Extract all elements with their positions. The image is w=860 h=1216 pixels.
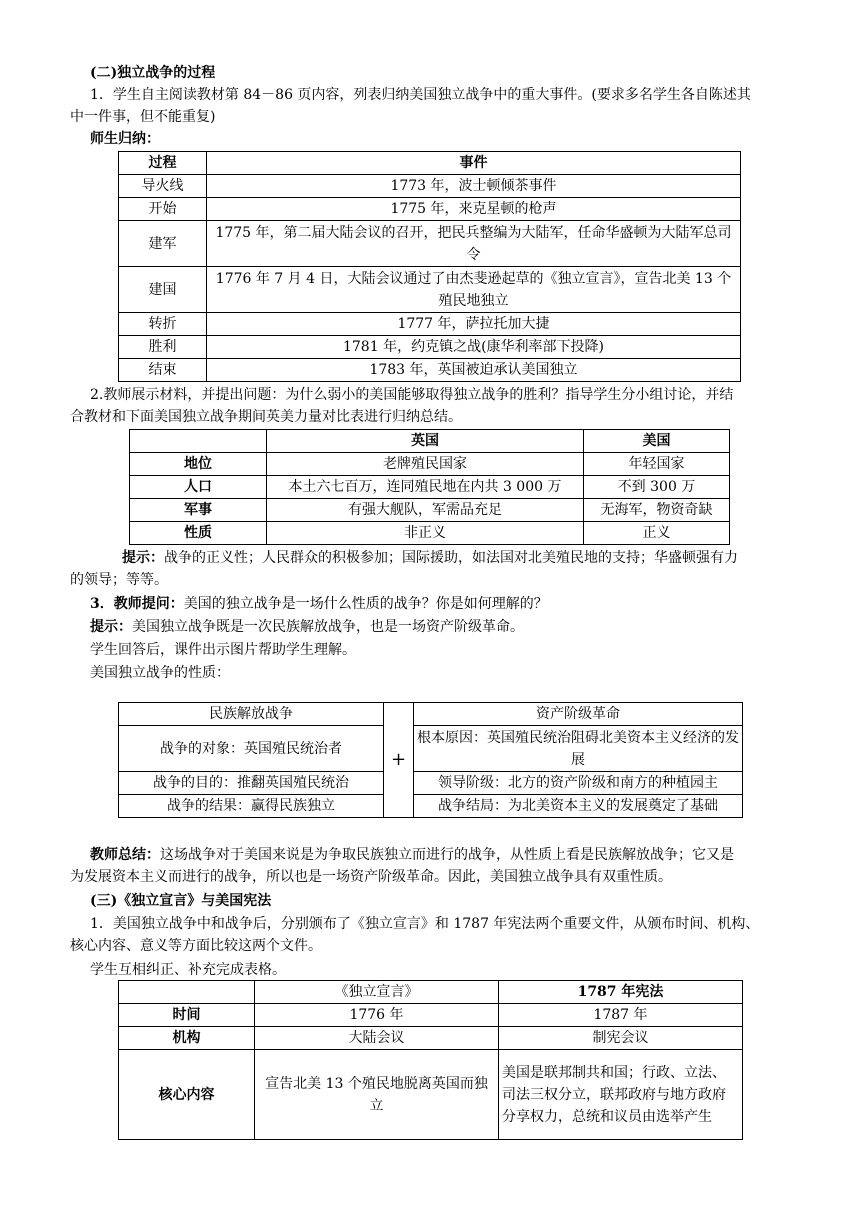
section-heading-war-process: (二)独立战争的过程 xyxy=(90,65,216,81)
row-label: 人口 xyxy=(130,476,267,499)
question-1-line-1: 1．学生自主阅读教材第 84－86 页内容，列表归纳美国独立战争中的重大事件。(要求多名学生各自陈述其 xyxy=(90,87,751,103)
question-3 xyxy=(90,593,548,615)
event-cell: 1781 年，约克镇之战(康华利率部下投降) xyxy=(207,336,741,359)
war-nature-label: 美国独立战争的性质： xyxy=(90,665,230,681)
question-2-line-1: 2.教师展示材料，并提出问题：为什么弱小的美国能够取得独立战争的胜利？指导学生分小组讨论，并结 xyxy=(90,387,734,403)
question-3-text: 美国的独立战争是一场什么性质的战争？你是如何理解的？ xyxy=(183,596,548,612)
table-row xyxy=(119,313,741,336)
row-label: 机构 xyxy=(119,1027,255,1050)
header-blank xyxy=(119,981,255,1004)
row-label: 核心内容 xyxy=(119,1050,255,1140)
summary-label: 师生归纳： xyxy=(90,131,160,147)
teacher-summary xyxy=(70,844,790,888)
hint-label: 提示： xyxy=(122,550,164,566)
national-liberation-title: 民族解放战争 xyxy=(119,703,384,726)
event-cell: 1783 年，英国被迫承认美国独立 xyxy=(207,359,741,382)
row-label: 军事 xyxy=(130,499,267,522)
uk-cell: 本土六七百万，连同殖民地在内共 3 000 万 xyxy=(267,476,584,499)
stage-cell: 转折 xyxy=(119,313,207,336)
stage-cell: 建军 xyxy=(119,221,207,267)
student-answer-line: 学生回答后，课件出示图片帮助学生理解。 xyxy=(90,642,356,658)
question-2-line-2: 合教材和下面美国独立战争期间英美力量对比表进行归纳总结。 xyxy=(70,409,462,425)
header-constitution: 1787 年宪法 xyxy=(499,981,743,1004)
row-label: 时间 xyxy=(119,1004,255,1027)
question-s3-1-line-1: 1．美国独立战争中和战争后，分别颁布了《独立宣言》和 1787 年宪法两个重要文件，从颁布时间、机构、 xyxy=(90,916,760,932)
table-row xyxy=(119,772,743,795)
question-s3-1-line-2: 核心内容、意义等方面比较这两个文件。 xyxy=(70,938,322,954)
event-cell: 1773 年，波士顿倾茶事件 xyxy=(207,175,741,198)
us-cell: 年轻国家 xyxy=(584,453,730,476)
table-row xyxy=(119,1027,743,1050)
hint-2-text: 美国独立战争既是一次民族解放战争，也是一场资产阶级革命。 xyxy=(132,619,524,635)
hint-1-text: 战争的正义性；人民群众的积极参加；国际援助，如法国对北美殖民地的支持；华盛顿强有力 xyxy=(164,550,738,566)
right-cell: 战争结局：为北美资本主义的发展奠定了基础 xyxy=(414,795,743,818)
plus-sign: + xyxy=(384,703,414,818)
uk-cell: 有强大舰队，军需品充足 xyxy=(267,499,584,522)
teacher-summary-line-2: 为发展资本主义而进行的战争，所以也是一场资产阶级革命。因此，美国独立战争具有双重性质。 xyxy=(70,869,672,885)
uk-cell: 老牌殖民国家 xyxy=(267,453,584,476)
table-row xyxy=(119,336,741,359)
stage-cell: 胜利 xyxy=(119,336,207,359)
event-cell: 1775 年，来克星顿的枪声 xyxy=(207,198,741,221)
table-row xyxy=(130,522,730,545)
us-cell: 不到 300 万 xyxy=(584,476,730,499)
declaration-cell: 宣告北美 13 个殖民地脱离英国而独立 xyxy=(255,1050,499,1140)
table-header-row xyxy=(119,152,741,175)
table-row xyxy=(119,221,741,267)
hint-1-line-1 xyxy=(70,547,790,569)
section-heading-declaration: (三)《独立宣言》与美国宪法 xyxy=(90,893,272,909)
table-row xyxy=(119,359,741,382)
row-label: 地位 xyxy=(130,453,267,476)
table-row xyxy=(119,1004,743,1027)
us-cell: 无海军，物资奇缺 xyxy=(584,499,730,522)
table-row xyxy=(119,1050,743,1140)
header-us: 美国 xyxy=(584,430,730,453)
hint-1-line-2: 的领导；等等。 xyxy=(70,572,168,588)
table-row xyxy=(119,175,741,198)
war-nature-table xyxy=(118,702,743,818)
right-cell: 领导阶级：北方的资产阶级和南方的种植园主 xyxy=(414,772,743,795)
event-cell: 1776 年 7 月 4 日，大陆会议通过了由杰斐逊起草的《独立宣言》，宣告北美 13 个殖民地独立 xyxy=(207,267,741,313)
question-3-label: 3．教师提问： xyxy=(90,596,184,612)
question-2 xyxy=(70,384,790,428)
table-row xyxy=(119,726,743,772)
left-cell: 战争的结果：赢得民族独立 xyxy=(119,795,384,818)
header-declaration: 《独立宣言》 xyxy=(255,981,499,1004)
left-cell: 战争的对象：英国殖民统治者 xyxy=(119,726,384,772)
table-row xyxy=(130,499,730,522)
uk-cell: 非正义 xyxy=(267,522,584,545)
power-comparison-table xyxy=(129,429,730,545)
table-header-row xyxy=(130,430,730,453)
declaration-cell: 1776 年 xyxy=(255,1004,499,1027)
question-1 xyxy=(70,84,790,128)
table-header-row xyxy=(119,981,743,1004)
hint-label: 提示： xyxy=(90,619,132,635)
event-cell: 1775 年，第二届大陆会议的召开，把民兵整编为大陆军，任命华盛顿为大陆军总司令 xyxy=(207,221,741,267)
constitution-cell: 制宪会议 xyxy=(499,1027,743,1050)
us-cell: 正义 xyxy=(584,522,730,545)
table-header-row xyxy=(119,703,743,726)
student-correction-line: 学生互相纠正、补充完成表格。 xyxy=(90,962,286,978)
event-cell: 1777 年，萨拉托加大捷 xyxy=(207,313,741,336)
teacher-summary-line-1 xyxy=(70,844,790,866)
header-event: 事件 xyxy=(207,152,741,175)
header-uk: 英国 xyxy=(267,430,584,453)
question-1-line-2: 中一件事，但不能重复) xyxy=(70,109,216,125)
documents-comparison-table xyxy=(118,980,743,1140)
table-row xyxy=(119,795,743,818)
events-table xyxy=(118,151,741,382)
header-stage: 过程 xyxy=(119,152,207,175)
stage-cell: 开始 xyxy=(119,198,207,221)
table-row xyxy=(119,198,741,221)
bourgeois-revolution-title: 资产阶级革命 xyxy=(414,703,743,726)
summary-text: 这场战争对于美国来说是为争取民族独立而进行的战争，从性质上看是民族解放战争；它又是 xyxy=(160,847,734,863)
table-row xyxy=(119,267,741,313)
declaration-cell: 大陆会议 xyxy=(255,1027,499,1050)
right-cell: 根本原因：英国殖民统治阻碍北美资本主义经济的发展 xyxy=(414,726,743,772)
hint-1 xyxy=(70,547,790,591)
summary-label: 教师总结： xyxy=(90,847,160,863)
stage-cell: 建国 xyxy=(119,267,207,313)
table-row xyxy=(130,476,730,499)
header-blank xyxy=(130,430,267,453)
stage-cell: 导火线 xyxy=(119,175,207,198)
constitution-cell: 1787 年 xyxy=(499,1004,743,1027)
stage-cell: 结束 xyxy=(119,359,207,382)
constitution-cell: 美国是联邦制共和国；行政、立法、司法三权分立，联邦政府与地方政府分享权力，总统和议员由选举产生 xyxy=(499,1050,743,1140)
left-cell: 战争的目的：推翻英国殖民统治 xyxy=(119,772,384,795)
table-row xyxy=(130,453,730,476)
question-s3-1 xyxy=(70,913,790,957)
hint-2 xyxy=(90,616,524,638)
row-label: 性质 xyxy=(130,522,267,545)
